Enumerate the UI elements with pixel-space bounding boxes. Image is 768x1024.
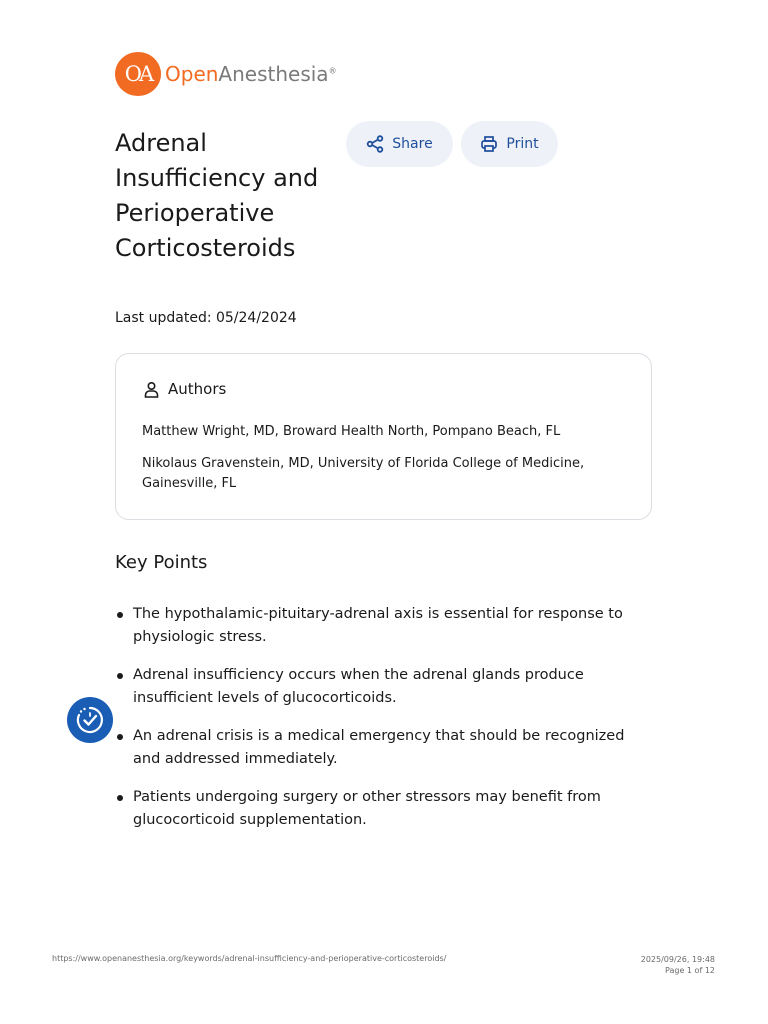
list-item: An adrenal crisis is a medical emergency that should be recognized and addressed immediately. (115, 725, 655, 771)
person-icon (144, 381, 159, 398)
author-entry: Matthew Wright, MD, Broward Health North, Pompano Beach, FL (142, 424, 561, 439)
key-points-list (115, 603, 655, 847)
print-button[interactable] (461, 121, 558, 167)
registered-mark: ® (328, 66, 337, 76)
footer-page-number: Page 1 of 12 (665, 966, 715, 975)
accessibility-check-icon (75, 705, 105, 735)
list-item: The hypothalamic-pituitary-adrenal axis is essential for response to physiologic stress. (115, 603, 655, 649)
footer-url: https://www.openanesthesia.org/keywords/adrenal-insufficiency-and-perioperative-corticosteroids/ (52, 954, 447, 963)
page-title: Adrenal Insufficiency and Perioperative Corticosteroids (115, 129, 319, 262)
list-item: Adrenal insufficiency occurs when the adrenal glands produce insufficient levels of glucocorticoids. (115, 664, 655, 710)
share-icon (366, 135, 384, 153)
accessibility-button[interactable] (67, 697, 113, 743)
share-button[interactable] (346, 121, 453, 167)
authors-heading-label: Authors (168, 380, 227, 398)
last-updated: Last updated: 05/24/2024 (115, 310, 297, 326)
footer-datetime: 2025/09/26, 19:48 (640, 955, 715, 964)
printer-icon (480, 135, 498, 153)
footer-meta (641, 954, 715, 976)
site-logo[interactable] (115, 52, 337, 96)
authors-heading (144, 380, 226, 398)
authors-card (115, 353, 652, 520)
logo-mark: OA (115, 52, 161, 96)
print-label: Print (506, 136, 539, 152)
list-item: Patients undergoing surgery or other stressors may benefit from glucocorticoid supplementation. (115, 786, 655, 832)
share-label: Share (392, 136, 433, 152)
logo-word-anesthesia: Anesthesia (218, 62, 329, 86)
logo-wordmark (165, 62, 337, 86)
logo-word-open: Open (165, 62, 219, 86)
author-entry: Nikolaus Gravenstein, MD, University of Florida College of Medicine, Gainesville, FL (142, 456, 585, 491)
key-points-heading: Key Points (115, 552, 208, 573)
